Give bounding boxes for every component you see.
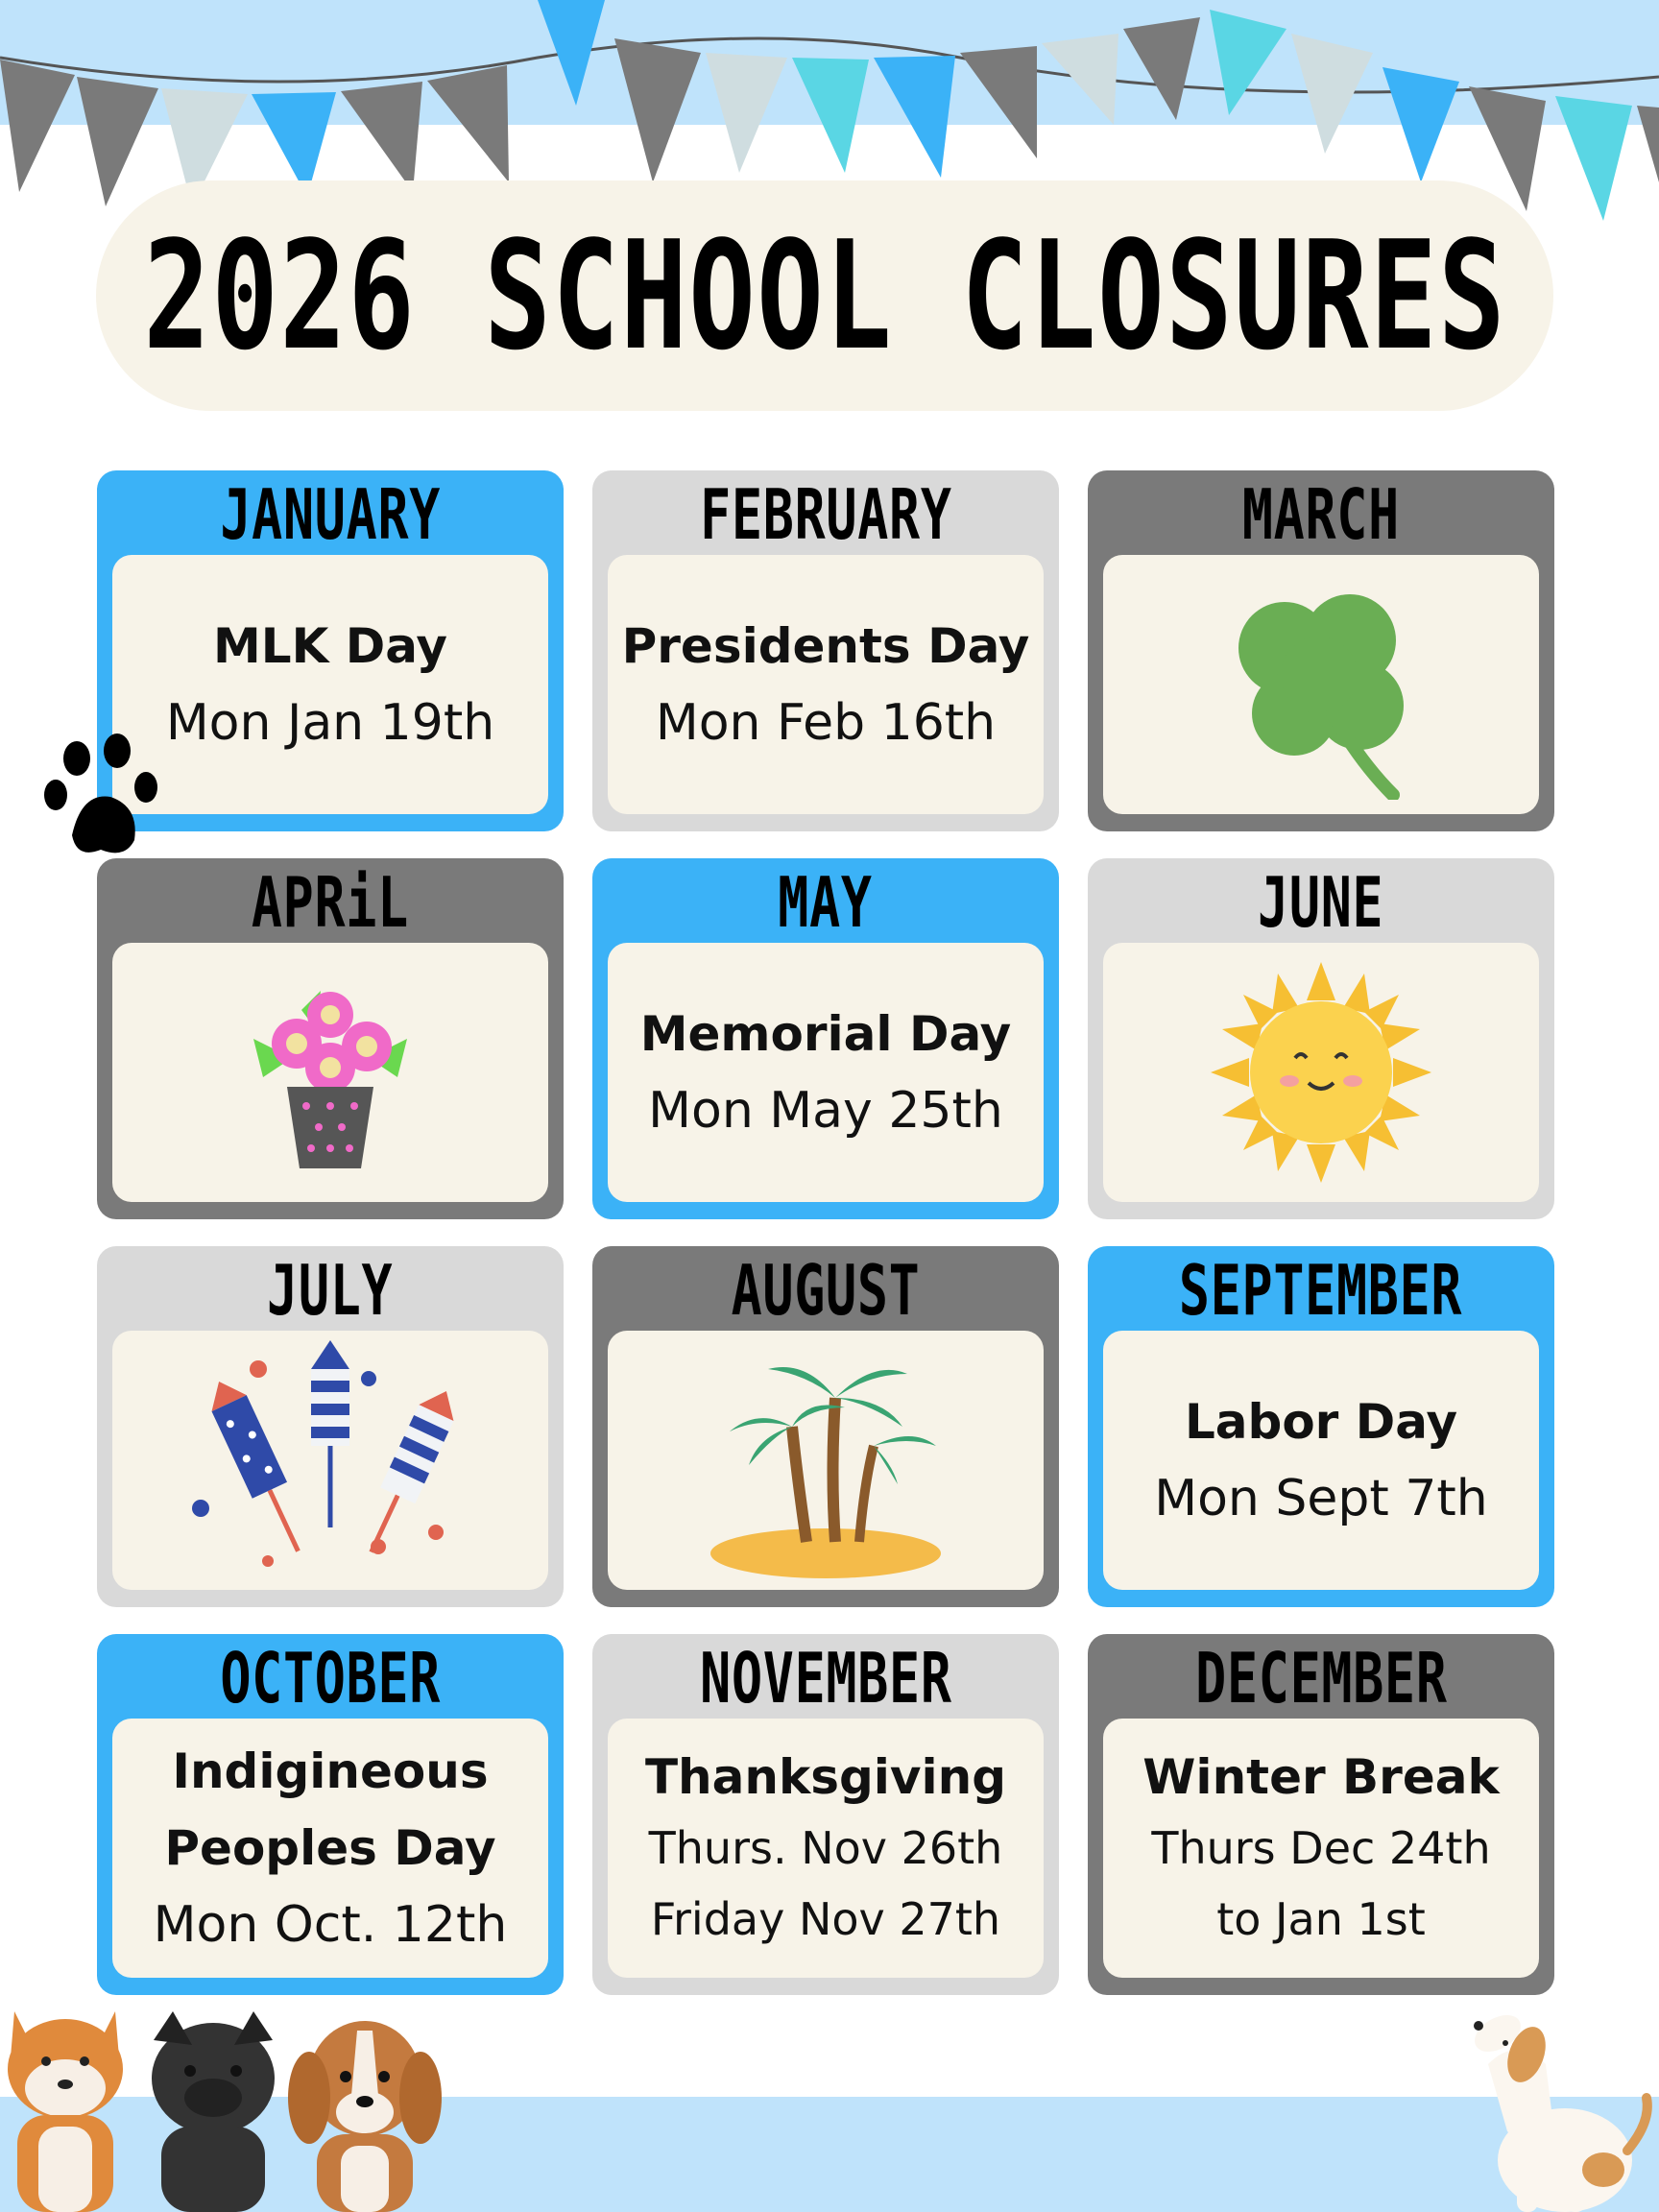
- holiday-date: Thurs. Nov 26th: [648, 1822, 1003, 1874]
- holiday-date: Thurs Dec 24th: [1151, 1822, 1491, 1874]
- page-title: 2026 SCHOOL CLOSURES: [143, 208, 1506, 383]
- holiday-name: Memorial Day: [639, 1006, 1012, 1062]
- month-label: MAY: [778, 862, 874, 943]
- month-card-august: [592, 1246, 1059, 1607]
- month-label: DECEMBER: [1194, 1638, 1448, 1719]
- month-card-july: [97, 1246, 564, 1607]
- month-card-may: [592, 858, 1059, 1219]
- month-card-january: [97, 470, 564, 831]
- month-label: FEBRUARY: [699, 474, 952, 555]
- month-card-february: [592, 470, 1059, 831]
- sun-icon: [1211, 962, 1431, 1183]
- month-card-december: [1088, 1634, 1554, 1995]
- month-label: JUNE: [1258, 862, 1384, 943]
- holiday-name: Peoples Day: [164, 1820, 496, 1876]
- holiday-date: Mon Feb 16th: [655, 694, 997, 752]
- holiday-date: Mon Oct. 12th: [153, 1896, 508, 1954]
- month-label: MARCH: [1241, 474, 1401, 555]
- month-label: AUGUST: [731, 1250, 921, 1331]
- month-content: [112, 555, 548, 814]
- holiday-name: Indigineous: [172, 1743, 489, 1799]
- month-card-september: [1088, 1246, 1554, 1607]
- month-card-november: [592, 1634, 1059, 1995]
- month-label: SEPTEMBER: [1179, 1250, 1463, 1331]
- month-content: [112, 1719, 548, 1978]
- month-content: [608, 943, 1044, 1202]
- title-banner: [96, 180, 1553, 411]
- month-card-april: [97, 858, 564, 1219]
- month-label: JANUARY: [220, 474, 441, 555]
- month-content: [1103, 1331, 1539, 1590]
- month-content: [1103, 1719, 1539, 1978]
- holiday-date: Mon Jan 19th: [165, 694, 495, 752]
- month-content: [1103, 943, 1539, 1202]
- holiday-date: Mon May 25th: [648, 1082, 1003, 1140]
- holiday-name: Presidents Day: [621, 618, 1030, 674]
- howling-dog-icon: [1450, 2007, 1659, 2212]
- month-card-june: [1088, 858, 1554, 1219]
- month-card-october: [97, 1634, 564, 1995]
- month-label: JULY: [267, 1250, 394, 1331]
- month-content: [112, 943, 548, 1202]
- month-content: [608, 1719, 1044, 1978]
- holiday-name: Thanksgiving: [644, 1749, 1007, 1805]
- month-content: [608, 1331, 1044, 1590]
- dogs-illustration-icon: [0, 1992, 461, 2212]
- month-content: [1103, 555, 1539, 814]
- shamrock-icon: [1206, 569, 1436, 800]
- month-content: [112, 1331, 548, 1590]
- holiday-date: Mon Sept 7th: [1154, 1470, 1488, 1527]
- holiday-date: Friday Nov 27th: [650, 1893, 1001, 1945]
- month-card-march: [1088, 470, 1554, 831]
- holiday-date: to Jan 1st: [1216, 1893, 1426, 1945]
- holiday-name: Winter Break: [1142, 1749, 1500, 1805]
- month-label: APRiL: [251, 862, 410, 943]
- paw-print-icon: [38, 730, 163, 864]
- month-label: OCTOBER: [220, 1638, 441, 1719]
- holiday-name: Labor Day: [1184, 1394, 1458, 1450]
- holiday-name: MLK Day: [212, 618, 448, 674]
- month-content: [608, 555, 1044, 814]
- palm-island-icon: [701, 1340, 950, 1580]
- fireworks-icon: [177, 1340, 484, 1580]
- flower-pot-icon: [234, 972, 426, 1173]
- month-label: NOVEMBER: [699, 1638, 952, 1719]
